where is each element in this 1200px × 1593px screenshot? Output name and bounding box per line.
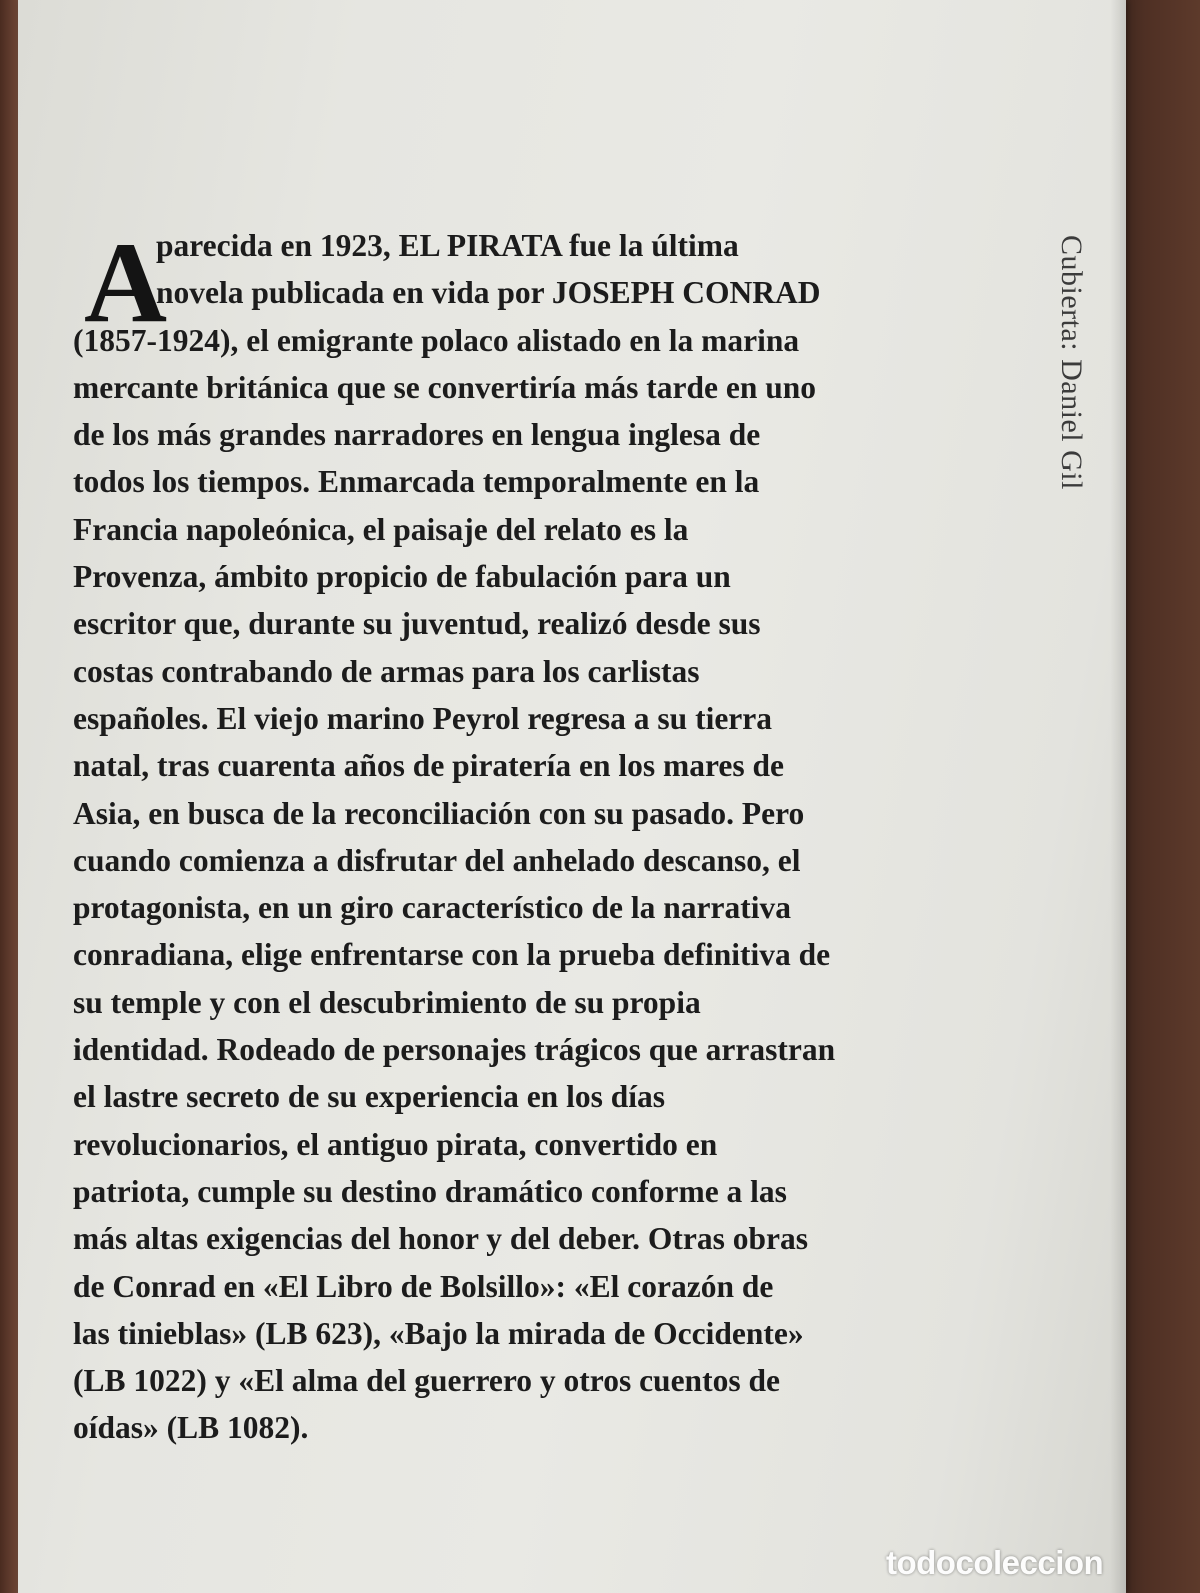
blurb-line: Asia, en busca de la reconciliación con su pasado. Pero [73,795,805,831]
blurb-line: protagonista, en un giro característico de la narrativa [73,890,791,926]
blurb-line: revolucionarios, el antiguo pirata, convertido en [73,1126,718,1162]
blurb-line: escritor que, durante su juventud, realizó desde sus [73,606,761,642]
blurb-line: costas contrabando de armas para los carlistas [73,653,700,689]
blurb-line: todos los tiempos. Enmarcada temporalmente en la [73,464,760,500]
blurb-line: (1857-1924), el emigrante polaco alistado en la marina [73,322,800,358]
blurb-line: cuando comienza a disfrutar del anhelado descanso, el [73,842,801,878]
blurb-line: identidad. Rodeado de personajes trágicos que arrastran [73,1032,836,1068]
cover-credit: Cubierta: Daniel Gil [1055,235,1088,490]
blurb-line: las tinieblas» (LB 623), «Bajo la mirada de Occidente» [73,1315,804,1351]
cover-edge-shadow [1110,0,1126,1593]
blurb-line: novela publicada en vida por JOSEPH CONRAD [156,275,821,311]
blurb-text [73,219,943,1452]
blurb-line: el lastre secreto de su experiencia en los días [73,1079,665,1115]
blurb-line: conradiana, elige enfrentarse con la prueba definitiva de [73,937,831,973]
drop-cap: A [84,219,168,346]
blurb-line: Provenza, ámbito propicio de fabulación para un [73,559,731,595]
blurb-line: (LB 1022) y «El alma del guerrero y otros cuentos de [73,1363,780,1399]
blurb-line: su temple y con el descubrimiento de su propia [73,984,701,1020]
blurb-line: españoles. El viejo marino Peyrol regresa a su tierra [73,700,773,736]
blurb-line: Francia napoleónica, el paisaje del relato es la [73,511,689,547]
blurb-line: parecida en 1923, EL PIRATA fue la última [156,228,739,263]
blurb-line: de Conrad en «El Libro de Bolsillo»: «El corazón de [73,1268,774,1304]
blurb-line: más altas exigencias del honor y del deber. Otras obras [73,1221,809,1257]
watermark: todocoleccion [886,1544,1104,1581]
blurb-line: patriota, cumple su destino dramático conforme a las [73,1173,787,1209]
blurb-line: oídas» (LB 1082). [73,1410,309,1446]
blurb-line: de los más grandes narradores en lengua inglesa de [73,417,761,453]
blurb-line: mercante británica que se convertiría más tarde en uno [73,369,817,405]
blurb-line: natal, tras cuarenta años de piratería en los mares de [73,748,785,784]
